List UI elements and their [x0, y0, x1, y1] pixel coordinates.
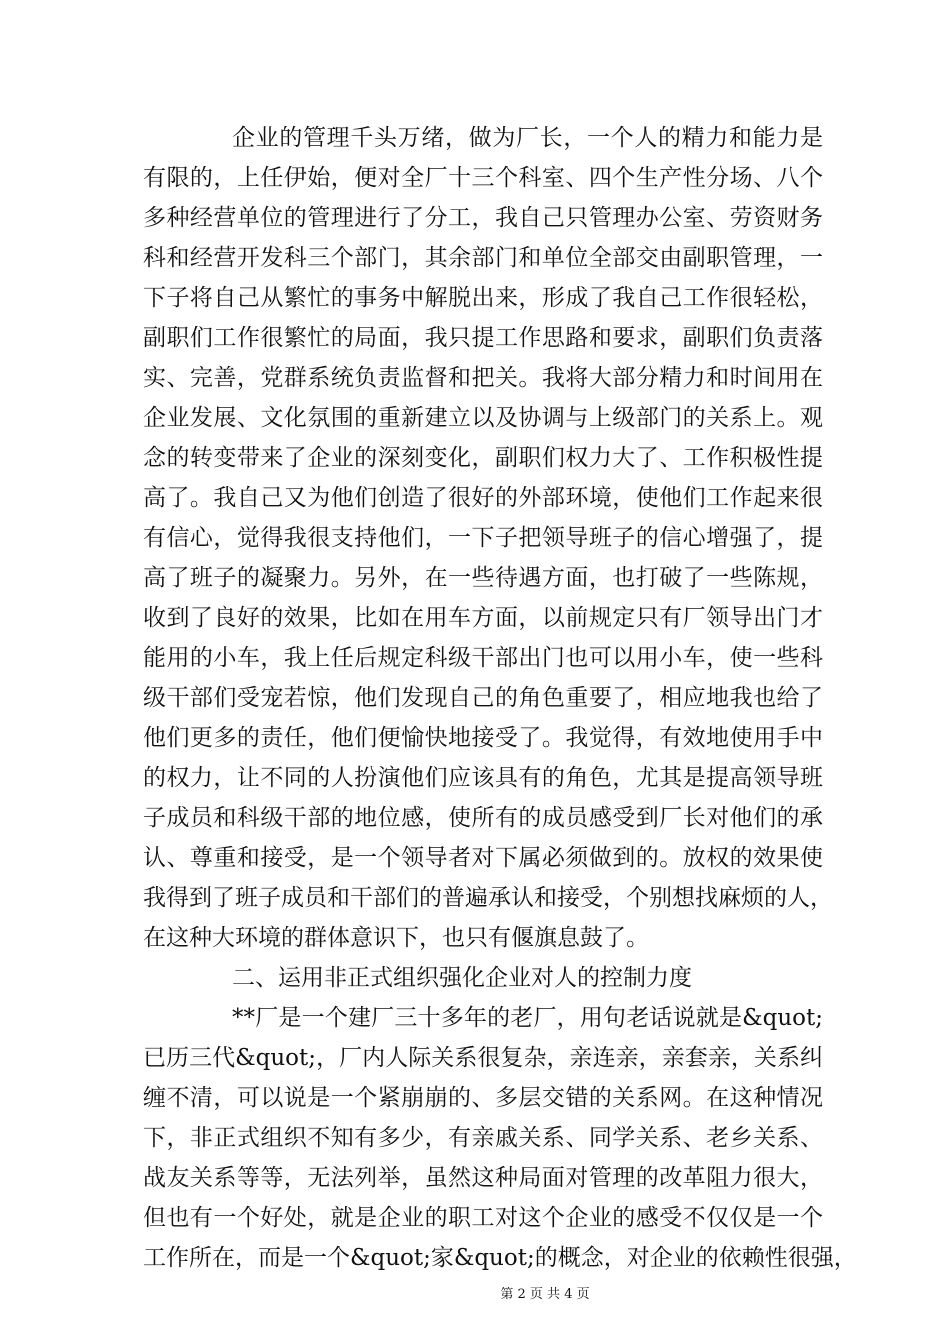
paragraph-line: 的权力，让不同的人扮演他们应该具有的角色，尤其是提高领导班 — [143, 765, 823, 791]
paragraph-line: 企业发展、文化氛围的重新建立以及协调与上级部门的关系上。观 — [143, 405, 823, 431]
section-heading: 二、运用非正式组织强化企业对人的控制力度 — [232, 965, 692, 991]
paragraph-line: 已历三代&quot;，厂内人际关系很复杂，亲连亲，亲套亲，关系纠 — [143, 1045, 823, 1071]
paragraph-line: 子成员和科级干部的地位感，使所有的成员感受到厂长对他们的承 — [143, 805, 823, 831]
paragraph-line: 认、尊重和接受，是一个领导者对下属必须做到的。放权的效果使 — [143, 845, 823, 871]
paragraph-line: 多种经营单位的管理进行了分工，我自己只管理办公室、劳资财务 — [143, 205, 823, 231]
paragraph-line: 级干部们受宠若惊，他们发现自己的角色重要了，相应地我也给了 — [143, 685, 823, 711]
paragraph-line: 副职们工作很繁忙的局面，我只提工作思路和要求，副职们负责落 — [143, 325, 823, 351]
paragraph-line: 高了班子的凝聚力。另外，在一些待遇方面，也打破了一些陈规， — [143, 565, 823, 591]
paragraph-line-last: 在这种大环境的群体意识下，也只有偃旗息鼓了。 — [143, 925, 649, 951]
paragraph-line: 但也有一个好处，就是企业的职工对这个企业的感受不仅仅是一个 — [143, 1205, 823, 1231]
paragraph-line: 下子将自己从繁忙的事务中解脱出来，形成了我自己工作很轻松， — [143, 285, 823, 311]
paragraph-line: 有信心，觉得我很支持他们，一下子把领导班子的信心增强了，提 — [143, 525, 823, 551]
paragraph-line: 他们更多的责任，他们便愉快地接受了。我觉得，有效地使用手中 — [143, 725, 823, 751]
paragraph-line: 实、完善，党群系统负责监督和把关。我将大部分精力和时间用在 — [143, 365, 823, 391]
paragraph-line: 科和经营开发科三个部门，其余部门和单位全部交由副职管理，一 — [143, 245, 823, 271]
paragraph-line: 能用的小车，我上任后规定科级干部出门也可以用小车，使一些科 — [143, 645, 823, 671]
page-number-label: 第 2 页 共 4 页 — [500, 1287, 590, 1302]
paragraph-line: 战友关系等等，无法列举，虽然这种局面对管理的改革阻力很大， — [143, 1165, 823, 1191]
paragraph-line: 念的转变带来了企业的深刻变化，副职们权力大了、工作积极性提 — [143, 445, 823, 471]
paragraph-line-first: 企业的管理千头万绪，做为厂长，一个人的精力和能力是 — [232, 125, 823, 151]
paragraph-line: 我得到了班子成员和干部们的普遍承认和接受，个别想找麻烦的人， — [143, 885, 833, 911]
paragraph-line: 收到了良好的效果，比如在用车方面，以前规定只有厂领导出门才 — [143, 605, 823, 631]
paragraph-line: 工作所在，而是一个&quot;家&quot;的概念，对企业的依赖性很强， — [143, 1245, 857, 1271]
paragraph-line-first: **厂是一个建厂三十多年的老厂，用句老话说就是&quot; — [232, 1005, 823, 1031]
paragraph-line: 有限的，上任伊始，便对全厂十三个科室、四个生产性分场、八个 — [143, 165, 823, 191]
paragraph-line: 高了。我自己又为他们创造了很好的外部环境，使他们工作起来很 — [143, 485, 823, 511]
page-footer — [0, 1286, 950, 1304]
paragraph-line: 缠不清，可以说是一个紧崩崩的、多层交错的关系网。在这种情况 — [143, 1085, 823, 1111]
paragraph-line: 下，非正式组织不知有多少，有亲戚关系、同学关系、老乡关系、 — [143, 1125, 823, 1151]
